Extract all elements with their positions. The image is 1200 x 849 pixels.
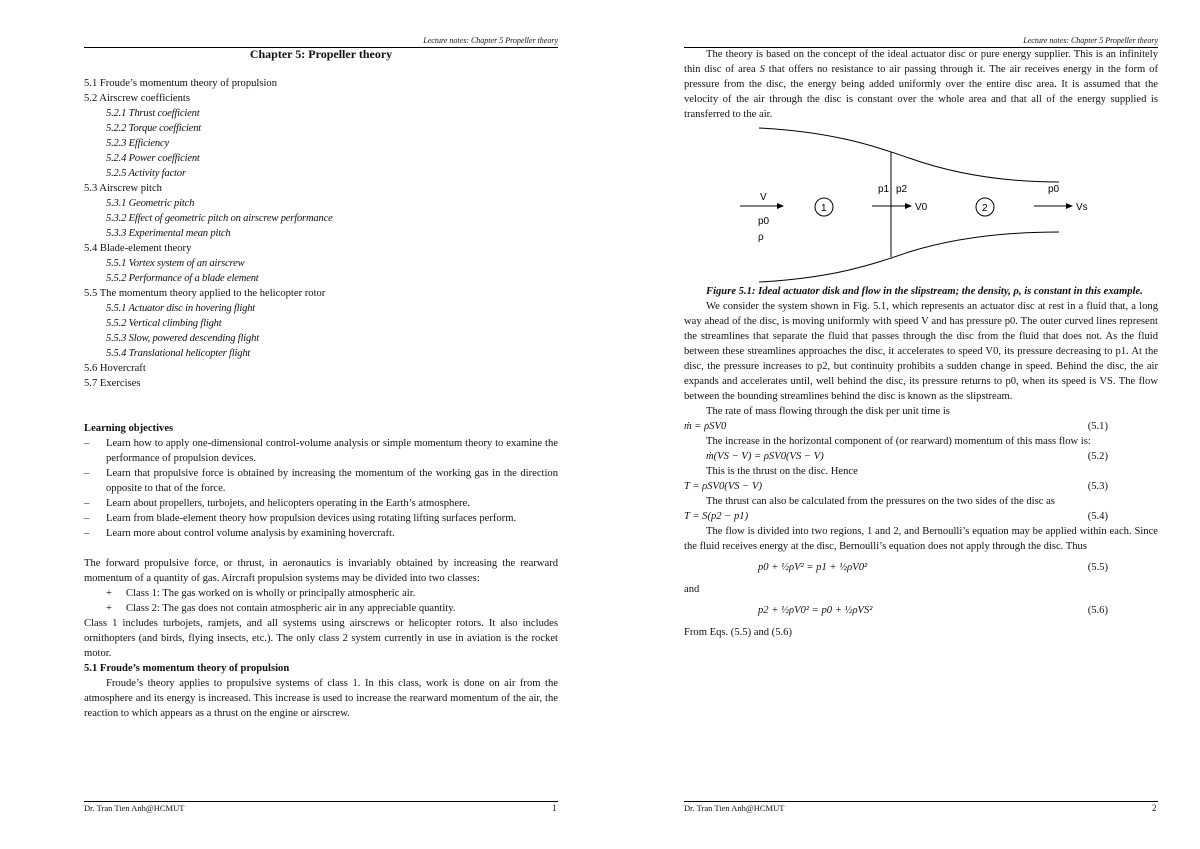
toc-item[interactable]: 5.2.1 Thrust coefficient bbox=[106, 108, 200, 119]
and-word: and bbox=[684, 584, 700, 595]
list-item: – Learn how to apply one-dimensional control-volume analysis or simple momentum theory to examine the performance of propulsion devices. bbox=[84, 436, 558, 466]
equation-5-1: ṁ = ρSV0 (5.1) bbox=[684, 421, 1108, 432]
pressures-paragraph: The thrust can also be calculated from the pressures on the two sides of the disc as bbox=[706, 496, 1055, 507]
toc-item[interactable]: 5.4 Blade-element theory bbox=[84, 243, 192, 254]
section-heading: 5.1 Froude’s momentum theory of propulsion bbox=[84, 663, 290, 674]
toc-item[interactable]: 5.2.5 Activity factor bbox=[106, 168, 186, 179]
page-2 bbox=[600, 0, 1200, 849]
toc-item[interactable]: 5.2.4 Power coefficient bbox=[106, 153, 200, 164]
intro-paragraph: The theory is based on the concept of the ideal actuator disc or pure energy supplier. This is an infinitely thin disc of area S that offers no resistance to air passing through it. The air receives energy in the form of pressure from the disc, the energy being added uniformly over the entire disc area. It is assumed that the velocity of the air through the disc is constant over the whole area and that all of the energy supplied is transferred to the air. bbox=[684, 49, 1158, 120]
label-region-1: 1 bbox=[821, 203, 827, 214]
toc-item[interactable]: 5.6 Hovercraft bbox=[84, 363, 146, 374]
system-paragraph: We consider the system shown in Fig. 5.1, which represents an actuator disc at rest in a fluid that, a long way ahead of the disc, is moving uniformly with speed V and has pressure p0. The outer curved lines represent the streamlines that separate the fluid that passes through the disc from the fluid that does not. As the fluid between these streamlines approaches the disc, it accelerates to speed V0, its pressure decreasing to p1. At the disc, the pressure increases to p2, but continuity prohibits a sudden change in speed. Behind the disc, the air expands and accelerates until, well behind the disc, its pressure returns to p0, when its speed is VS. The flow between the bounding streamlines behind the disc is known as the slipstream. bbox=[684, 301, 1158, 402]
running-header: Lecture notes: Chapter 5 Propeller theory bbox=[1023, 36, 1158, 45]
footer-author: Dr. Tran Tien Anh@HCMUT bbox=[84, 803, 185, 813]
toc-item[interactable]: 5.3.2 Effect of geometric pitch on airscrew performance bbox=[106, 213, 333, 224]
table-of-contents bbox=[84, 76, 558, 391]
list-item: + Class 1: The gas worked on is wholly or principally atmospheric air. bbox=[106, 586, 558, 601]
equation-5-4: T = S(p2 − p1) (5.4) bbox=[684, 511, 1108, 522]
figure-caption: Figure 5.1: Ideal actuator disk and flow in the slipstream; the density, ρ, is constant in this example. bbox=[706, 286, 1143, 297]
label-p0-left: p0 bbox=[758, 216, 770, 227]
toc-item[interactable]: 5.5.2 Vertical climbing flight bbox=[106, 318, 222, 329]
lower-streamline bbox=[759, 232, 1059, 282]
class-paragraph: Class 1 includes turbojets, ramjets, and all systems using airscrews or helicopter rotors. It also includes ornithopters (and birds, flying insects, etc.). The only class 2 system currently in use in aviation is the rocket motor. bbox=[84, 618, 558, 659]
list-item: + Class 2: The gas does not contain atmospheric air in any appreciable quantity. bbox=[106, 601, 558, 616]
footer-rule bbox=[84, 801, 558, 802]
chapter-title: Chapter 5: Propeller theory bbox=[249, 47, 393, 61]
toc-item[interactable]: 5.3.3 Experimental mean pitch bbox=[106, 228, 231, 239]
objectives-heading: Learning objectives bbox=[84, 423, 174, 434]
toc-item[interactable]: 5.5.3 Slow, powered descending flight bbox=[106, 333, 259, 344]
label-v: V bbox=[760, 192, 767, 203]
toc-item[interactable]: 5.7 Exercises bbox=[84, 378, 141, 389]
classes-list bbox=[84, 586, 558, 616]
toc-item[interactable]: 5.5 The momentum theory applied to the helicopter rotor bbox=[84, 288, 326, 299]
page-1-body bbox=[84, 47, 558, 721]
toc-item[interactable]: 5.3 Airscrew pitch bbox=[84, 183, 162, 194]
label-v0: V0 bbox=[915, 202, 928, 213]
toc-item[interactable]: 5.2.2 Torque coefficient bbox=[106, 123, 202, 134]
equation-5-5: p0 + ½ρV² = p1 + ½ρV0² (5.5) bbox=[758, 562, 1108, 573]
toc-item[interactable]: 5.2.3 Efficiency bbox=[106, 138, 169, 149]
equation-5-6: p2 + ½ρV0² = p0 + ½ρVS² (5.6) bbox=[758, 605, 1108, 616]
toc-item[interactable]: 5.5.2 Performance of a blade element bbox=[106, 273, 259, 284]
list-item: – Learn about propellers, turbojets, and helicopters operating in the Earth’s atmosphere. bbox=[84, 496, 558, 511]
label-rho: ρ bbox=[758, 232, 764, 243]
footer-rule bbox=[684, 801, 1158, 802]
mass-paragraph: The rate of mass flowing through the disk per unit time is bbox=[706, 406, 950, 417]
page-number: 1 bbox=[552, 803, 557, 813]
toc-item[interactable]: 5.5.1 Vortex system of an airscrew bbox=[106, 258, 245, 269]
from-paragraph: From Eqs. (5.5) and (5.6) bbox=[684, 627, 792, 638]
upper-streamline bbox=[759, 128, 1059, 182]
label-p0-right: p0 bbox=[1048, 184, 1060, 195]
toc-item[interactable]: 5.5.4 Translational helicopter flight bbox=[106, 348, 251, 359]
equation-5-2: ṁ(VS − V) = ρSV0(VS − V) (5.2) bbox=[706, 451, 1108, 462]
list-item: – Learn that propulsive force is obtained by increasing the momentum of the working gas in the direction opposite to that of the force. bbox=[84, 466, 558, 496]
footer-author: Dr. Tran Tien Anh@HCMUT bbox=[684, 803, 785, 813]
toc-item[interactable]: 5.5.1 Actuator disc in hovering flight bbox=[106, 303, 256, 314]
label-region-2: 2 bbox=[982, 203, 988, 214]
intro-paragraph: The forward propulsive force, or thrust, in aeronautics is invariably obtained by increasing the rearward momentum of a quantity of gas. Aircraft propulsion systems may be divided into two classes: bbox=[84, 558, 558, 584]
regions-paragraph: The flow is divided into two regions, 1 and 2, and Bernoulli’s equation may be applied within each. Since the fluid receives energy at the disc, Bernoulli’s equation does not apply through the disc. Thus bbox=[684, 526, 1158, 552]
objectives-list bbox=[84, 436, 558, 541]
running-header: Lecture notes: Chapter 5 Propeller theory bbox=[423, 36, 558, 45]
list-item: – Learn more about control volume analysis by examining hovercraft. bbox=[84, 526, 558, 541]
page-number: 2 bbox=[1152, 803, 1157, 813]
list-item: – Learn from blade-element theory how propulsion devices using rotating lifting surfaces perform. bbox=[84, 511, 558, 526]
page-2-body bbox=[684, 47, 1158, 640]
equation-5-3: T = ρSV0(VS − V) (5.3) bbox=[684, 481, 1108, 492]
increase-paragraph: The increase in the horizontal component of (or rearward) momentum of this mass flow is: bbox=[706, 436, 1091, 447]
label-p1: p1 bbox=[878, 184, 890, 195]
toc-item[interactable]: 5.3.1 Geometric pitch bbox=[106, 198, 195, 209]
label-p2: p2 bbox=[896, 184, 908, 195]
toc-item[interactable]: 5.1 Froude’s momentum theory of propulsion bbox=[84, 78, 278, 89]
thrust-paragraph: This is the thrust on the disc. Hence bbox=[706, 466, 858, 477]
actuator-disk-figure bbox=[684, 122, 1158, 284]
section-paragraph: Froude’s theory applies to propulsive systems of class 1. In this class, work is done on air from the atmosphere and its energy is increased. This increase is used to increase the rearward momentum of the air, the reaction to which appears as a thrust on the engine or airscrew. bbox=[84, 678, 558, 719]
toc-item[interactable]: 5.2 Airscrew coefficients bbox=[84, 93, 190, 104]
label-vs: Vs bbox=[1076, 202, 1088, 213]
